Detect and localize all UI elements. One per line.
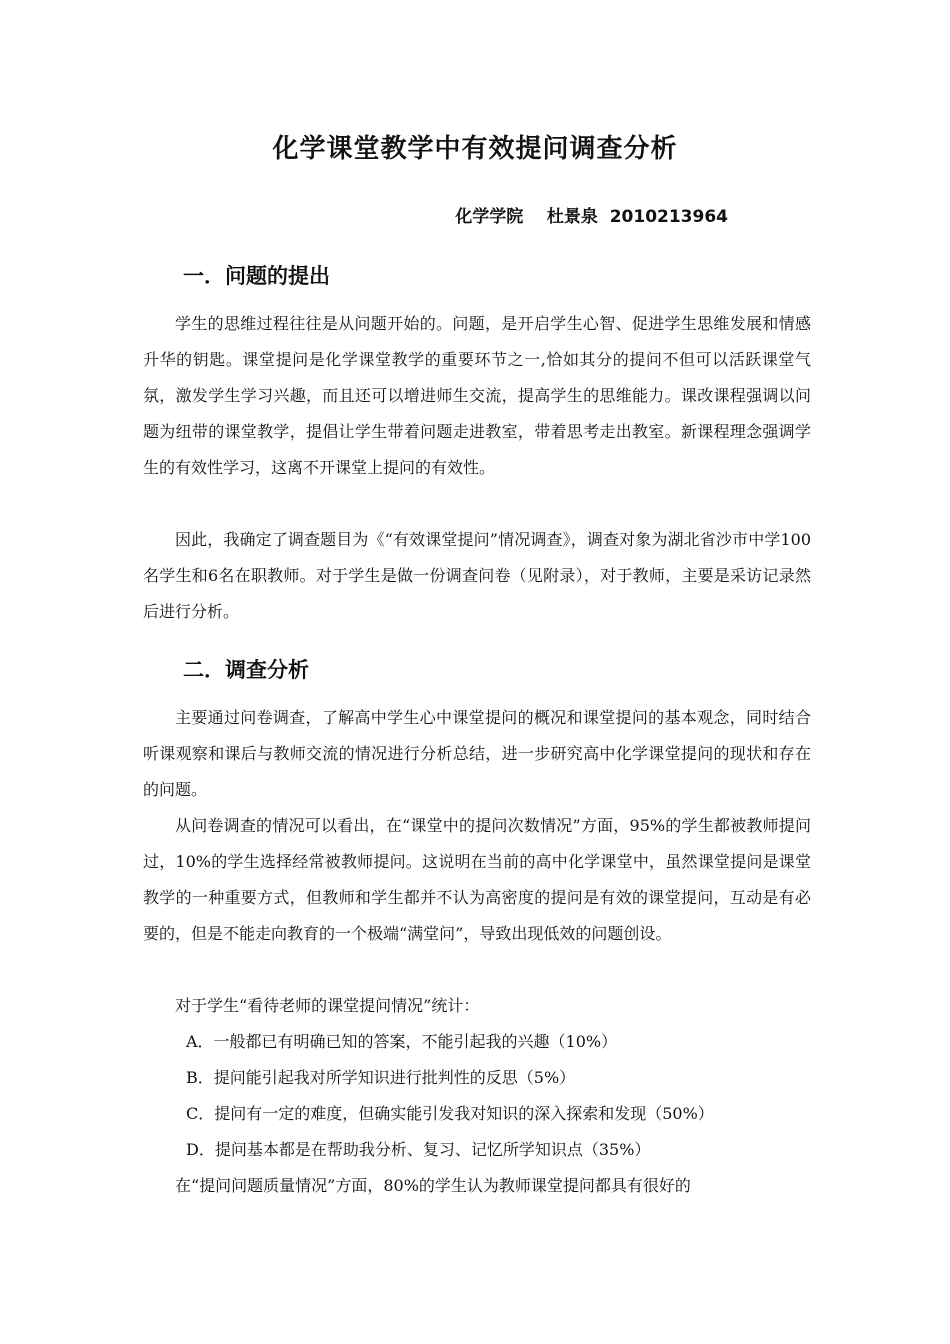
- section-2-paragraph-1: 主要通过问卷调查，了解高中学生心中课堂提问的概况和课堂提问的基本观念，同时结合听课观察和课后与教师交流的情况进行分析总结，进一步研究高中化学课堂提问的现状和存在的问题。: [143, 708, 811, 799]
- survey-option-b: B．提问能引起我对所学知识进行批判性的反思（5%）: [186, 1068, 576, 1087]
- section-2-paragraph-3: 对于学生“看待老师的课堂提问情况”统计：: [175, 996, 480, 1015]
- section-heading-2: 二．调查分析: [183, 658, 309, 682]
- section-heading-1: 一．问题的提出: [183, 264, 330, 288]
- survey-option-d: D．提问基本都是在帮助我分析、复习、记忆所学知识点（35%）: [186, 1140, 651, 1159]
- section-1-paragraph-2: 因此，我确定了调查题目为《“有效课堂提问”情况调查》，调查对象为湖北省沙市中学100名学生和6名在职教师。对于学生是做一份调查问卷（见附录），对于教师，主要是采访记录然后进行分析。: [143, 530, 811, 621]
- survey-option-c: C．提问有一定的难度，但确实能引发我对知识的深入探索和发现（50%）: [186, 1104, 714, 1123]
- document-title: 化学课堂教学中有效提问调查分析: [272, 134, 678, 164]
- section-1-paragraph-1: 学生的思维过程往往是从问题开始的。问题，是开启学生心智、促进学生思维发展和情感升华的钥匙。课堂提问是化学课堂教学的重要环节之一,恰如其分的提问不但可以活跃课堂气氛，激发学生学习兴趣，而且还可以增进师生交流，提高学生的思维能力。课改课程强调以问题为纽带的课堂教学，提倡让学生带着问题走进教室，带着思考走出教室。新课程理念强调学生的有效性学习，这离不开课堂上提问的有效性。: [143, 314, 811, 477]
- section-2-paragraph-2: 从问卷调查的情况可以看出，在“课堂中的提问次数情况”方面，95%的学生都被教师提问过，10%的学生选择经常被教师提问。这说明在当前的高中化学课堂中，虽然课堂提问是课堂教学的一种重要方式，但教师和学生都并不认为高密度的提问是有效的课堂提问，互动是有必要的，但是不能走向教育的一个极端“满堂问”，导致出现低效的问题创设。: [143, 816, 811, 943]
- author-line: 化学学院 杜景泉 2010213964: [455, 207, 728, 227]
- survey-option-a: A．一般都已有明确已知的答案，不能引起我的兴趣（10%）: [186, 1032, 618, 1051]
- section-2-closing-paragraph: 在“提问问题质量情况”方面，80%的学生认为教师课堂提问都具有很好的: [175, 1176, 691, 1195]
